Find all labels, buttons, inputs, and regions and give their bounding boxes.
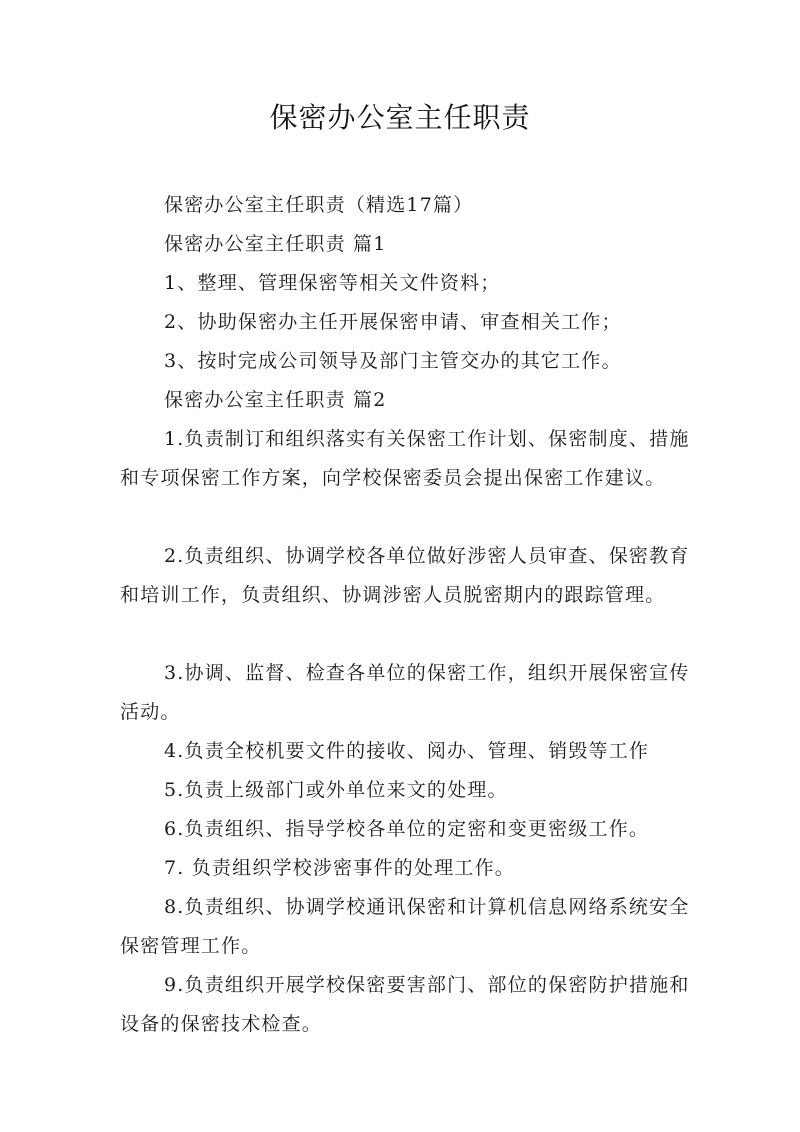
list-item: 2.负责组织、协调学校各单位做好涉密人员审查、保密教育和培训工作，负责组织、协调涉密人员脱密期内的跟踪管理。 (120, 545, 690, 606)
list-item: 5.负责上级部门或外单位来文的处理。 (164, 779, 508, 801)
list-item: 8.负责组织、协调学校通讯保密和计算机信息网络系统安全保密管理工作。 (120, 896, 690, 957)
document-title: 保密办公室主任职责 (269, 101, 531, 134)
list-item: 1、整理、管理保密等相关文件资料； (164, 272, 501, 294)
section-heading-2: 保密办公室主任职责 篇2 (164, 389, 387, 411)
list-item: 3.协调、监督、检查各单位的保密工作，组织开展保密宣传活动。 (120, 662, 690, 723)
section-heading-1: 保密办公室主任职责 篇1 (164, 233, 387, 255)
list-item: 2、协助保密办主任开展保密申请、审查相关工作； (164, 311, 622, 333)
list-item: 9.负责组织开展学校保密要害部门、部位的保密防护措施和设备的保密技术检查。 (120, 974, 690, 1035)
list-item: 1.负责制订和组织落实有关保密工作计划、保密制度、措施和专项保密工作方案，向学校保密委员会提出保密工作建议。 (120, 428, 690, 489)
intro-line: 保密办公室主任职责（精选17篇） (164, 194, 474, 216)
list-item: 4.负责全校机要文件的接收、阅办、管理、销毁等工作 (164, 740, 650, 762)
list-item: 3、按时完成公司领导及部门主管交办的其它工作。 (164, 350, 622, 372)
list-item: 6.负责组织、指导学校各单位的定密和变更密级工作。 (164, 818, 650, 840)
list-item: 7. 负责组织学校涉密事件的处理工作。 (164, 857, 515, 879)
